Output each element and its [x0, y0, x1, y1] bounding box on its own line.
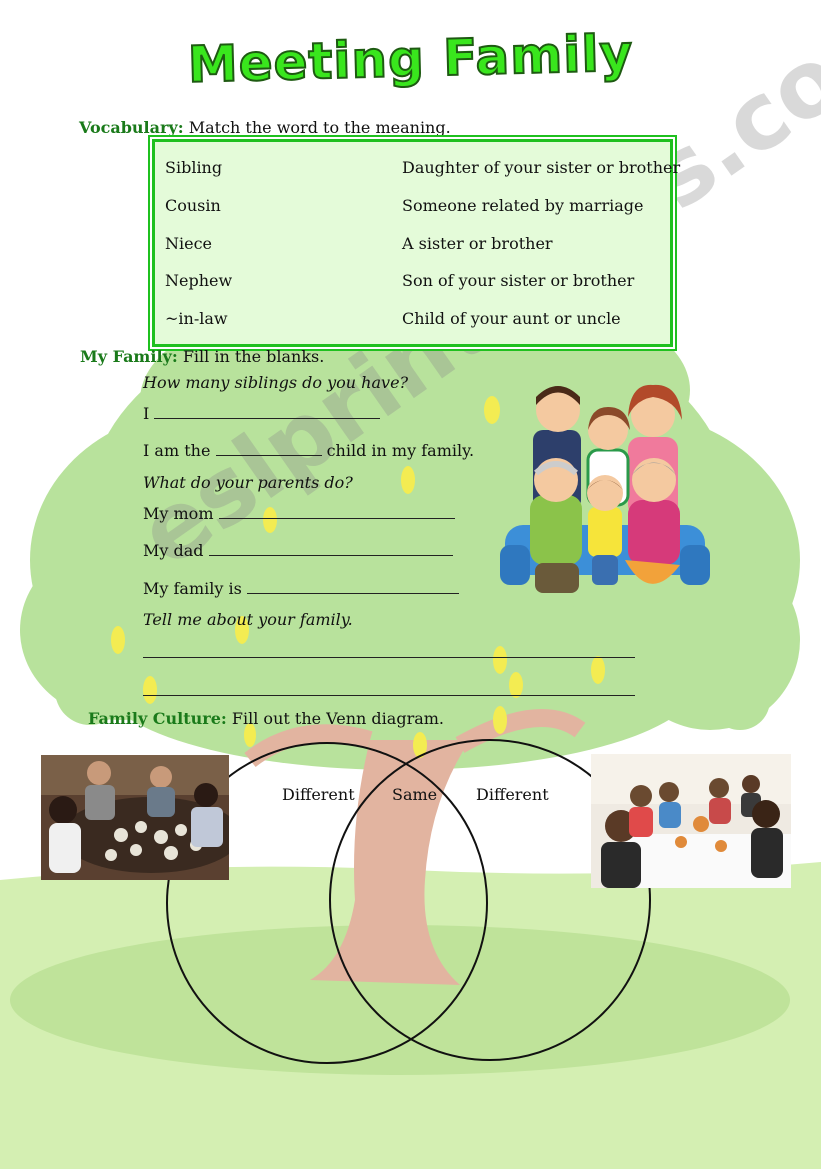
question-parents: What do your parents do? [143, 473, 353, 492]
blank-birth-order[interactable] [216, 441, 322, 456]
blank-family-is[interactable] [247, 579, 459, 594]
vocab-word: ~in-law [165, 309, 228, 328]
family-culture-header [88, 709, 444, 728]
answer-line-mom [143, 504, 455, 523]
venn-label-middle: Same [392, 785, 438, 804]
family-dinner-photo-right [591, 754, 791, 888]
blank-about-family-1[interactable] [143, 657, 635, 658]
question-siblings: How many siblings do you have? [143, 373, 409, 392]
blank-siblings[interactable] [154, 404, 380, 419]
blank-mom[interactable] [219, 504, 455, 519]
family-cartoon-image [500, 375, 710, 605]
vocabulary-box [152, 139, 681, 347]
line-prefix-mom: My mom [143, 504, 214, 523]
line-prefix-dad: My dad [143, 541, 204, 560]
vocab-meaning: Child of your aunt or uncle [402, 309, 621, 328]
answer-line-birth-order [143, 441, 474, 460]
vocabulary-instruction: Match the word to the meaning. [188, 118, 451, 137]
blank-about-family-2[interactable] [143, 695, 635, 696]
family-culture-instruction: Fill out the Venn diagram. [231, 709, 445, 728]
vocab-word: Cousin [165, 196, 221, 215]
vocab-meaning: A sister or brother [402, 234, 553, 253]
answer-line-dad [143, 541, 453, 560]
vocab-meaning: Daughter of your sister or brother [402, 158, 681, 177]
family-culture-heading: Family Culture: [88, 709, 227, 728]
page-title: Meeting Family [187, 24, 634, 94]
my-family-header [80, 347, 324, 366]
vocab-meaning: Someone related by marriage [402, 196, 644, 215]
answer-line-siblings [143, 404, 380, 423]
venn-label-left: Different [282, 785, 355, 804]
family-dinner-photo-left [41, 755, 229, 880]
my-family-instruction: Fill in the blanks. [182, 347, 325, 366]
vocab-word: Sibling [165, 158, 223, 177]
vocabulary-heading: Vocabulary: [79, 118, 184, 137]
line-prefix-i: I [143, 404, 150, 423]
line-prefix-family-is: My family is [143, 579, 242, 598]
line-prefix-i-am-the: I am the [143, 441, 211, 460]
vocab-meaning: Son of your sister or brother [402, 271, 635, 290]
vocab-word: Nephew [165, 271, 233, 290]
vocab-word: Niece [165, 234, 213, 253]
line-suffix-child: child in my family. [326, 441, 475, 460]
vocabulary-header [79, 118, 451, 137]
my-family-heading: My Family: [80, 347, 178, 366]
question-about-family: Tell me about your family. [143, 610, 353, 629]
answer-line-family-is [143, 579, 459, 598]
venn-label-right: Different [476, 785, 549, 804]
blank-dad[interactable] [209, 541, 453, 556]
